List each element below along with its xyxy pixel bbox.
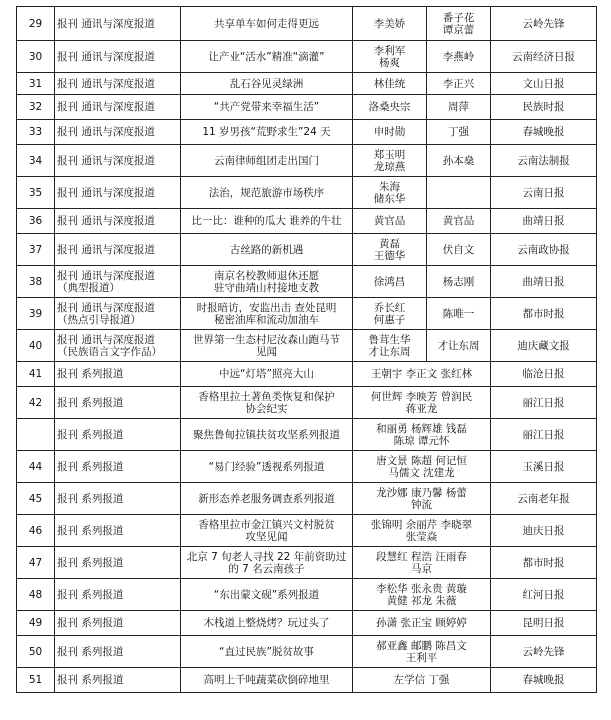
editor-cell <box>427 73 491 95</box>
editor-cell <box>427 266 491 298</box>
author-cell-line: 李美娇 <box>373 17 406 30</box>
unit-cell: 曲靖日报 <box>491 266 597 298</box>
category-cell-line: 报刊 通讯与深度报道 <box>57 50 155 63</box>
category-cell-line: 报刊 系列报道 <box>57 428 124 441</box>
category-cell <box>55 298 181 330</box>
editor-cell-line: 李燕岭 <box>442 50 475 63</box>
category-cell-line: 报刊 通讯与深度报道 <box>57 333 155 346</box>
title-cell <box>181 73 353 95</box>
unit-cell: 曲靖日报 <box>491 209 597 234</box>
unit-cell: 文山日报 <box>491 73 597 95</box>
author-cell-line: 鲁茸生华 <box>368 333 411 346</box>
unit-cell: 春城晚报 <box>491 668 597 693</box>
editor-cell-line: 陈唯一 <box>442 307 475 320</box>
category-cell <box>55 95 181 120</box>
category-cell <box>55 145 181 177</box>
row-number: 32 <box>17 95 55 120</box>
author-cell <box>353 209 427 234</box>
author-cell <box>353 483 491 515</box>
author-cell <box>353 41 427 73</box>
title-cell-line: 比一比：谁种的瓜大 谁养的牛壮 <box>191 215 342 227</box>
row-number: 49 <box>17 611 55 636</box>
unit-cell: 云南老年报 <box>491 483 597 515</box>
author-cell <box>353 298 427 330</box>
unit-cell: 民族时报 <box>491 95 597 120</box>
table-row <box>17 362 597 387</box>
title-cell <box>181 483 353 515</box>
author-cell-line: 储东华 <box>373 192 406 205</box>
table-row <box>17 451 597 483</box>
title-cell <box>181 362 353 387</box>
author-cell-line: 马儒文 沈建龙 <box>388 466 455 479</box>
table-row <box>17 145 597 177</box>
author-cell-line: 唐文景 陈超 何记恒 <box>376 454 467 467</box>
table-row <box>17 234 597 266</box>
author-cell-line: 王朝宇 李正文 张红林 <box>370 368 473 380</box>
title-cell-line: 云南律师组团走出国门 <box>214 154 319 167</box>
title-cell-line: 香格里拉市金江镇兴文村脱贫 <box>198 518 335 531</box>
category-cell-line: 报刊 系列报道 <box>57 396 124 409</box>
title-cell-line: 的 7 名云南孩子 <box>228 562 305 575</box>
unit-cell: 云南法制报 <box>491 145 597 177</box>
category-cell-line: 报刊 通讯与深度报道 <box>57 154 155 167</box>
row-number: 48 <box>17 579 55 611</box>
author-cell-line: 李松华 张永贵 黄璇 <box>376 582 467 595</box>
category-cell-line: 报刊 通讯与深度报道 <box>57 215 155 227</box>
table-row <box>17 41 597 73</box>
category-cell <box>55 636 181 668</box>
author-cell-line: 申时勋 <box>373 126 406 138</box>
title-cell <box>181 547 353 579</box>
category-cell-line: （典型报道） <box>57 281 120 294</box>
row-number: 38 <box>17 266 55 298</box>
title-cell <box>181 7 353 41</box>
table-row <box>17 579 597 611</box>
category-cell-line: 报刊 系列报道 <box>57 617 124 629</box>
unit-cell: 丽江日报 <box>491 419 597 451</box>
row-number: 39 <box>17 298 55 330</box>
category-cell-line: 报刊 系列报道 <box>57 524 124 537</box>
category-cell-line: 报刊 系列报道 <box>57 674 124 686</box>
editor-cell-line: 周萍 <box>448 101 469 113</box>
author-cell <box>353 387 491 419</box>
category-cell-line: （民族语言文字作品） <box>57 345 162 358</box>
row-number: 51 <box>17 668 55 693</box>
title-cell <box>181 515 353 547</box>
author-cell <box>353 330 427 362</box>
category-cell <box>55 387 181 419</box>
author-cell-line: 龙琼燕 <box>373 160 406 173</box>
row-number: 34 <box>17 145 55 177</box>
editor-cell-line: 才让东周 <box>437 339 480 352</box>
author-cell-line: 杨爽 <box>379 56 400 69</box>
category-cell <box>55 668 181 693</box>
unit-cell: 丽江日报 <box>491 387 597 419</box>
title-cell-line: 共享单车如何走得更远 <box>214 17 319 30</box>
author-cell <box>353 7 427 41</box>
title-cell-line: 11 岁男孩“荒野求生”24 天 <box>202 126 331 138</box>
editor-cell <box>427 330 491 362</box>
row-number: 44 <box>17 451 55 483</box>
category-cell-line: 报刊 系列报道 <box>57 368 124 380</box>
title-cell <box>181 387 353 419</box>
title-cell-line: 乱石谷见灵绿洲 <box>229 77 304 90</box>
editor-cell <box>427 145 491 177</box>
category-cell <box>55 579 181 611</box>
table-row <box>17 547 597 579</box>
table-row <box>17 387 597 419</box>
author-cell <box>353 120 427 145</box>
author-cell-line: 黄官品 <box>373 215 406 227</box>
title-cell <box>181 419 353 451</box>
table-row <box>17 209 597 234</box>
title-cell <box>181 41 353 73</box>
category-cell <box>55 209 181 234</box>
author-cell-line: 黄健 祁龙 朱薇 <box>386 594 457 607</box>
unit-cell: 临沧日报 <box>491 362 597 387</box>
editor-cell-line: 番子花 <box>442 11 475 24</box>
category-cell <box>55 515 181 547</box>
title-cell-line: 北京 7 旬老人寻找 22 年前资助过 <box>186 550 347 563</box>
category-cell-line: 报刊 通讯与深度报道 <box>57 269 155 282</box>
row-number: 33 <box>17 120 55 145</box>
author-cell <box>353 177 427 209</box>
table-row <box>17 483 597 515</box>
category-cell-line: （热点引导报道） <box>57 313 141 326</box>
author-cell <box>353 73 427 95</box>
row-number: 50 <box>17 636 55 668</box>
table-row <box>17 515 597 547</box>
author-cell <box>353 419 491 451</box>
author-cell-line: 才让东周 <box>368 345 411 358</box>
category-cell-line: 报刊 通讯与深度报道 <box>57 186 155 199</box>
category-cell-line: 报刊 系列报道 <box>57 588 124 601</box>
category-cell <box>55 611 181 636</box>
title-cell-line: “易门经验”透视系列报道 <box>208 460 325 473</box>
author-cell-line: 孙潇 张正宝 顾婷婷 <box>376 617 467 629</box>
author-cell-line: 何惠子 <box>373 313 406 326</box>
table-row <box>17 419 597 451</box>
author-cell <box>353 362 491 387</box>
category-cell-line: 报刊 通讯与深度报道 <box>57 243 155 256</box>
author-cell-line: 王利平 <box>405 651 438 664</box>
author-cell-line: 陈琼 谭元怀 <box>393 434 450 447</box>
title-cell-line: 秘密油库和流动加油车 <box>214 313 319 326</box>
author-cell <box>353 547 491 579</box>
row-number <box>17 419 55 451</box>
unit-cell: 红河日报 <box>491 579 597 611</box>
editor-cell-line: 丁强 <box>448 126 469 138</box>
author-cell <box>353 515 491 547</box>
row-number: 37 <box>17 234 55 266</box>
table-row <box>17 7 597 41</box>
unit-cell: 都市时报 <box>491 547 597 579</box>
row-number: 41 <box>17 362 55 387</box>
category-cell <box>55 7 181 41</box>
title-cell <box>181 611 353 636</box>
row-number: 40 <box>17 330 55 362</box>
title-cell-line: 聚焦鲁甸拉镇扶贫攻坚系列报道 <box>193 428 340 441</box>
author-cell-line: 郝亚鑫 邮鹏 陈昌文 <box>376 639 467 652</box>
row-number: 35 <box>17 177 55 209</box>
category-cell-line: 报刊 通讯与深度报道 <box>57 17 155 30</box>
row-number: 36 <box>17 209 55 234</box>
category-cell-line: 报刊 系列报道 <box>57 556 124 569</box>
unit-cell: 迪庆日报 <box>491 515 597 547</box>
category-cell <box>55 330 181 362</box>
title-cell <box>181 636 353 668</box>
unit-cell: 春城晚报 <box>491 120 597 145</box>
title-cell <box>181 266 353 298</box>
row-number: 46 <box>17 515 55 547</box>
category-cell-line: 报刊 通讯与深度报道 <box>57 77 155 90</box>
category-cell-line: 报刊 通讯与深度报道 <box>57 101 155 113</box>
table-row <box>17 330 597 362</box>
author-cell-line: 张莹焱 <box>405 530 438 543</box>
title-cell <box>181 95 353 120</box>
unit-cell: 都市时报 <box>491 298 597 330</box>
editor-cell <box>427 7 491 41</box>
author-cell <box>353 145 427 177</box>
row-number: 29 <box>17 7 55 41</box>
author-cell-line: 王德华 <box>373 249 406 262</box>
title-cell <box>181 579 353 611</box>
category-cell-line: 报刊 通讯与深度报道 <box>57 301 155 314</box>
author-cell-line: 钟流 <box>411 498 432 511</box>
table-row <box>17 120 597 145</box>
author-cell-line: 左学信 丁强 <box>393 674 450 686</box>
author-cell <box>353 234 427 266</box>
author-cell-line: 洛桑央宗 <box>368 101 411 113</box>
category-cell <box>55 120 181 145</box>
awards-table <box>16 6 597 693</box>
author-cell-line: 龙沙娜 康乃馨 杨蕾 <box>376 486 467 499</box>
editor-cell-line: 谭京蕾 <box>442 23 475 36</box>
row-number: 31 <box>17 73 55 95</box>
title-cell-line: 时报暗访，安监出击 查处昆明 <box>196 301 337 314</box>
editor-cell-line: 李正兴 <box>442 77 475 90</box>
title-cell-line: 新形态养老服务调查系列报道 <box>198 492 335 505</box>
title-cell-line: 协会纪实 <box>245 402 288 415</box>
unit-cell: 云岭先锋 <box>491 7 597 41</box>
table-row <box>17 95 597 120</box>
title-cell-line: 法治，规范旅游市场秩序 <box>208 186 325 199</box>
title-cell-line: 南京名校教师退休还愿 <box>214 269 319 282</box>
author-cell-line: 黄磊 <box>379 237 400 250</box>
author-cell-line: 乔长红 <box>373 301 406 314</box>
editor-cell <box>427 95 491 120</box>
editor-cell-line: 杨志刚 <box>442 275 475 288</box>
author-cell-line: 段慧红 程浩 汪雨春 <box>376 550 467 563</box>
author-cell-line: 和丽勇 杨辉雄 钱磊 <box>376 422 467 435</box>
table-row <box>17 611 597 636</box>
category-cell <box>55 362 181 387</box>
table-row <box>17 177 597 209</box>
editor-cell-line: 黄官品 <box>442 215 475 227</box>
row-number: 47 <box>17 547 55 579</box>
category-cell <box>55 41 181 73</box>
author-cell-line: 马京 <box>411 562 432 575</box>
editor-cell <box>427 41 491 73</box>
category-cell <box>55 419 181 451</box>
title-cell <box>181 451 353 483</box>
title-cell-line: 中远“灯塔”照亮大山 <box>219 368 314 380</box>
author-cell <box>353 636 491 668</box>
author-cell-line: 蒋亚龙 <box>405 402 438 415</box>
unit-cell: 云南经济日报 <box>491 41 597 73</box>
title-cell <box>181 120 353 145</box>
author-cell-line: 徐鸿昌 <box>373 275 406 288</box>
category-cell-line: 报刊 系列报道 <box>57 645 124 658</box>
author-cell <box>353 611 491 636</box>
table-row <box>17 73 597 95</box>
editor-cell <box>427 298 491 330</box>
title-cell <box>181 298 353 330</box>
category-cell-line: 报刊 系列报道 <box>57 460 124 473</box>
editor-cell-line: 孙本燊 <box>442 154 475 167</box>
title-cell <box>181 668 353 693</box>
row-number: 42 <box>17 387 55 419</box>
title-cell-line: 攻坚见闻 <box>245 530 288 543</box>
unit-cell: 昆明日报 <box>491 611 597 636</box>
author-cell-line: 林佳统 <box>373 77 406 90</box>
author-cell-line: 郑玉明 <box>373 148 406 161</box>
category-cell <box>55 177 181 209</box>
title-cell <box>181 145 353 177</box>
title-cell-line: 香格里拉土著鱼类恢复和保护 <box>198 390 335 403</box>
author-cell-line: 张锦明 余丽芹 李晓翠 <box>370 518 473 531</box>
category-cell-line: 报刊 系列报道 <box>57 492 124 505</box>
title-cell-line: 让产业“活水”精准“滴灌” <box>208 50 325 63</box>
unit-cell: 云岭先锋 <box>491 636 597 668</box>
title-cell-line: 见闻 <box>256 345 277 358</box>
title-cell-line: “东出蒙文砚”系列报道 <box>213 588 320 601</box>
title-cell-line: 世界第一生态村尼汝森山跑马节 <box>193 333 340 346</box>
row-number: 30 <box>17 41 55 73</box>
category-cell <box>55 483 181 515</box>
unit-cell: 玉溪日报 <box>491 451 597 483</box>
author-cell <box>353 451 491 483</box>
row-number: 45 <box>17 483 55 515</box>
category-cell <box>55 451 181 483</box>
title-cell <box>181 209 353 234</box>
category-cell <box>55 266 181 298</box>
unit-cell: 云南政协报 <box>491 234 597 266</box>
category-cell <box>55 73 181 95</box>
editor-cell <box>427 209 491 234</box>
table-row <box>17 298 597 330</box>
title-cell-line: “直过民族”脱贫故事 <box>219 645 314 658</box>
category-cell-line: 报刊 通讯与深度报道 <box>57 126 155 138</box>
unit-cell: 云南日报 <box>491 177 597 209</box>
editor-cell-line: 伏自文 <box>442 243 475 256</box>
table-body <box>17 7 597 693</box>
author-cell <box>353 266 427 298</box>
title-cell-line: “共产党带来幸福生活” <box>213 101 320 113</box>
category-cell <box>55 234 181 266</box>
title-cell-line: 高明上千吨蔬菜砍倒碎地里 <box>203 674 330 686</box>
author-cell <box>353 579 491 611</box>
title-cell <box>181 177 353 209</box>
author-cell-line: 何世辉 李映芳 曾润民 <box>370 390 473 403</box>
editor-cell <box>427 234 491 266</box>
table-row <box>17 636 597 668</box>
unit-cell: 迪庆藏文报 <box>491 330 597 362</box>
title-cell-line: 驻守曲靖山村接地支教 <box>214 281 319 294</box>
author-cell <box>353 668 491 693</box>
title-cell <box>181 330 353 362</box>
editor-cell <box>427 120 491 145</box>
author-cell-line: 李利军 <box>373 44 406 57</box>
author-cell <box>353 95 427 120</box>
title-cell-line: 古丝路的新机遇 <box>229 243 304 256</box>
title-cell-line: 木栈道上整烧烤？玩过头了 <box>203 617 330 629</box>
category-cell <box>55 547 181 579</box>
title-cell <box>181 234 353 266</box>
table-row <box>17 266 597 298</box>
author-cell-line: 朱海 <box>379 180 400 193</box>
editor-cell <box>427 177 491 209</box>
table-row <box>17 668 597 693</box>
